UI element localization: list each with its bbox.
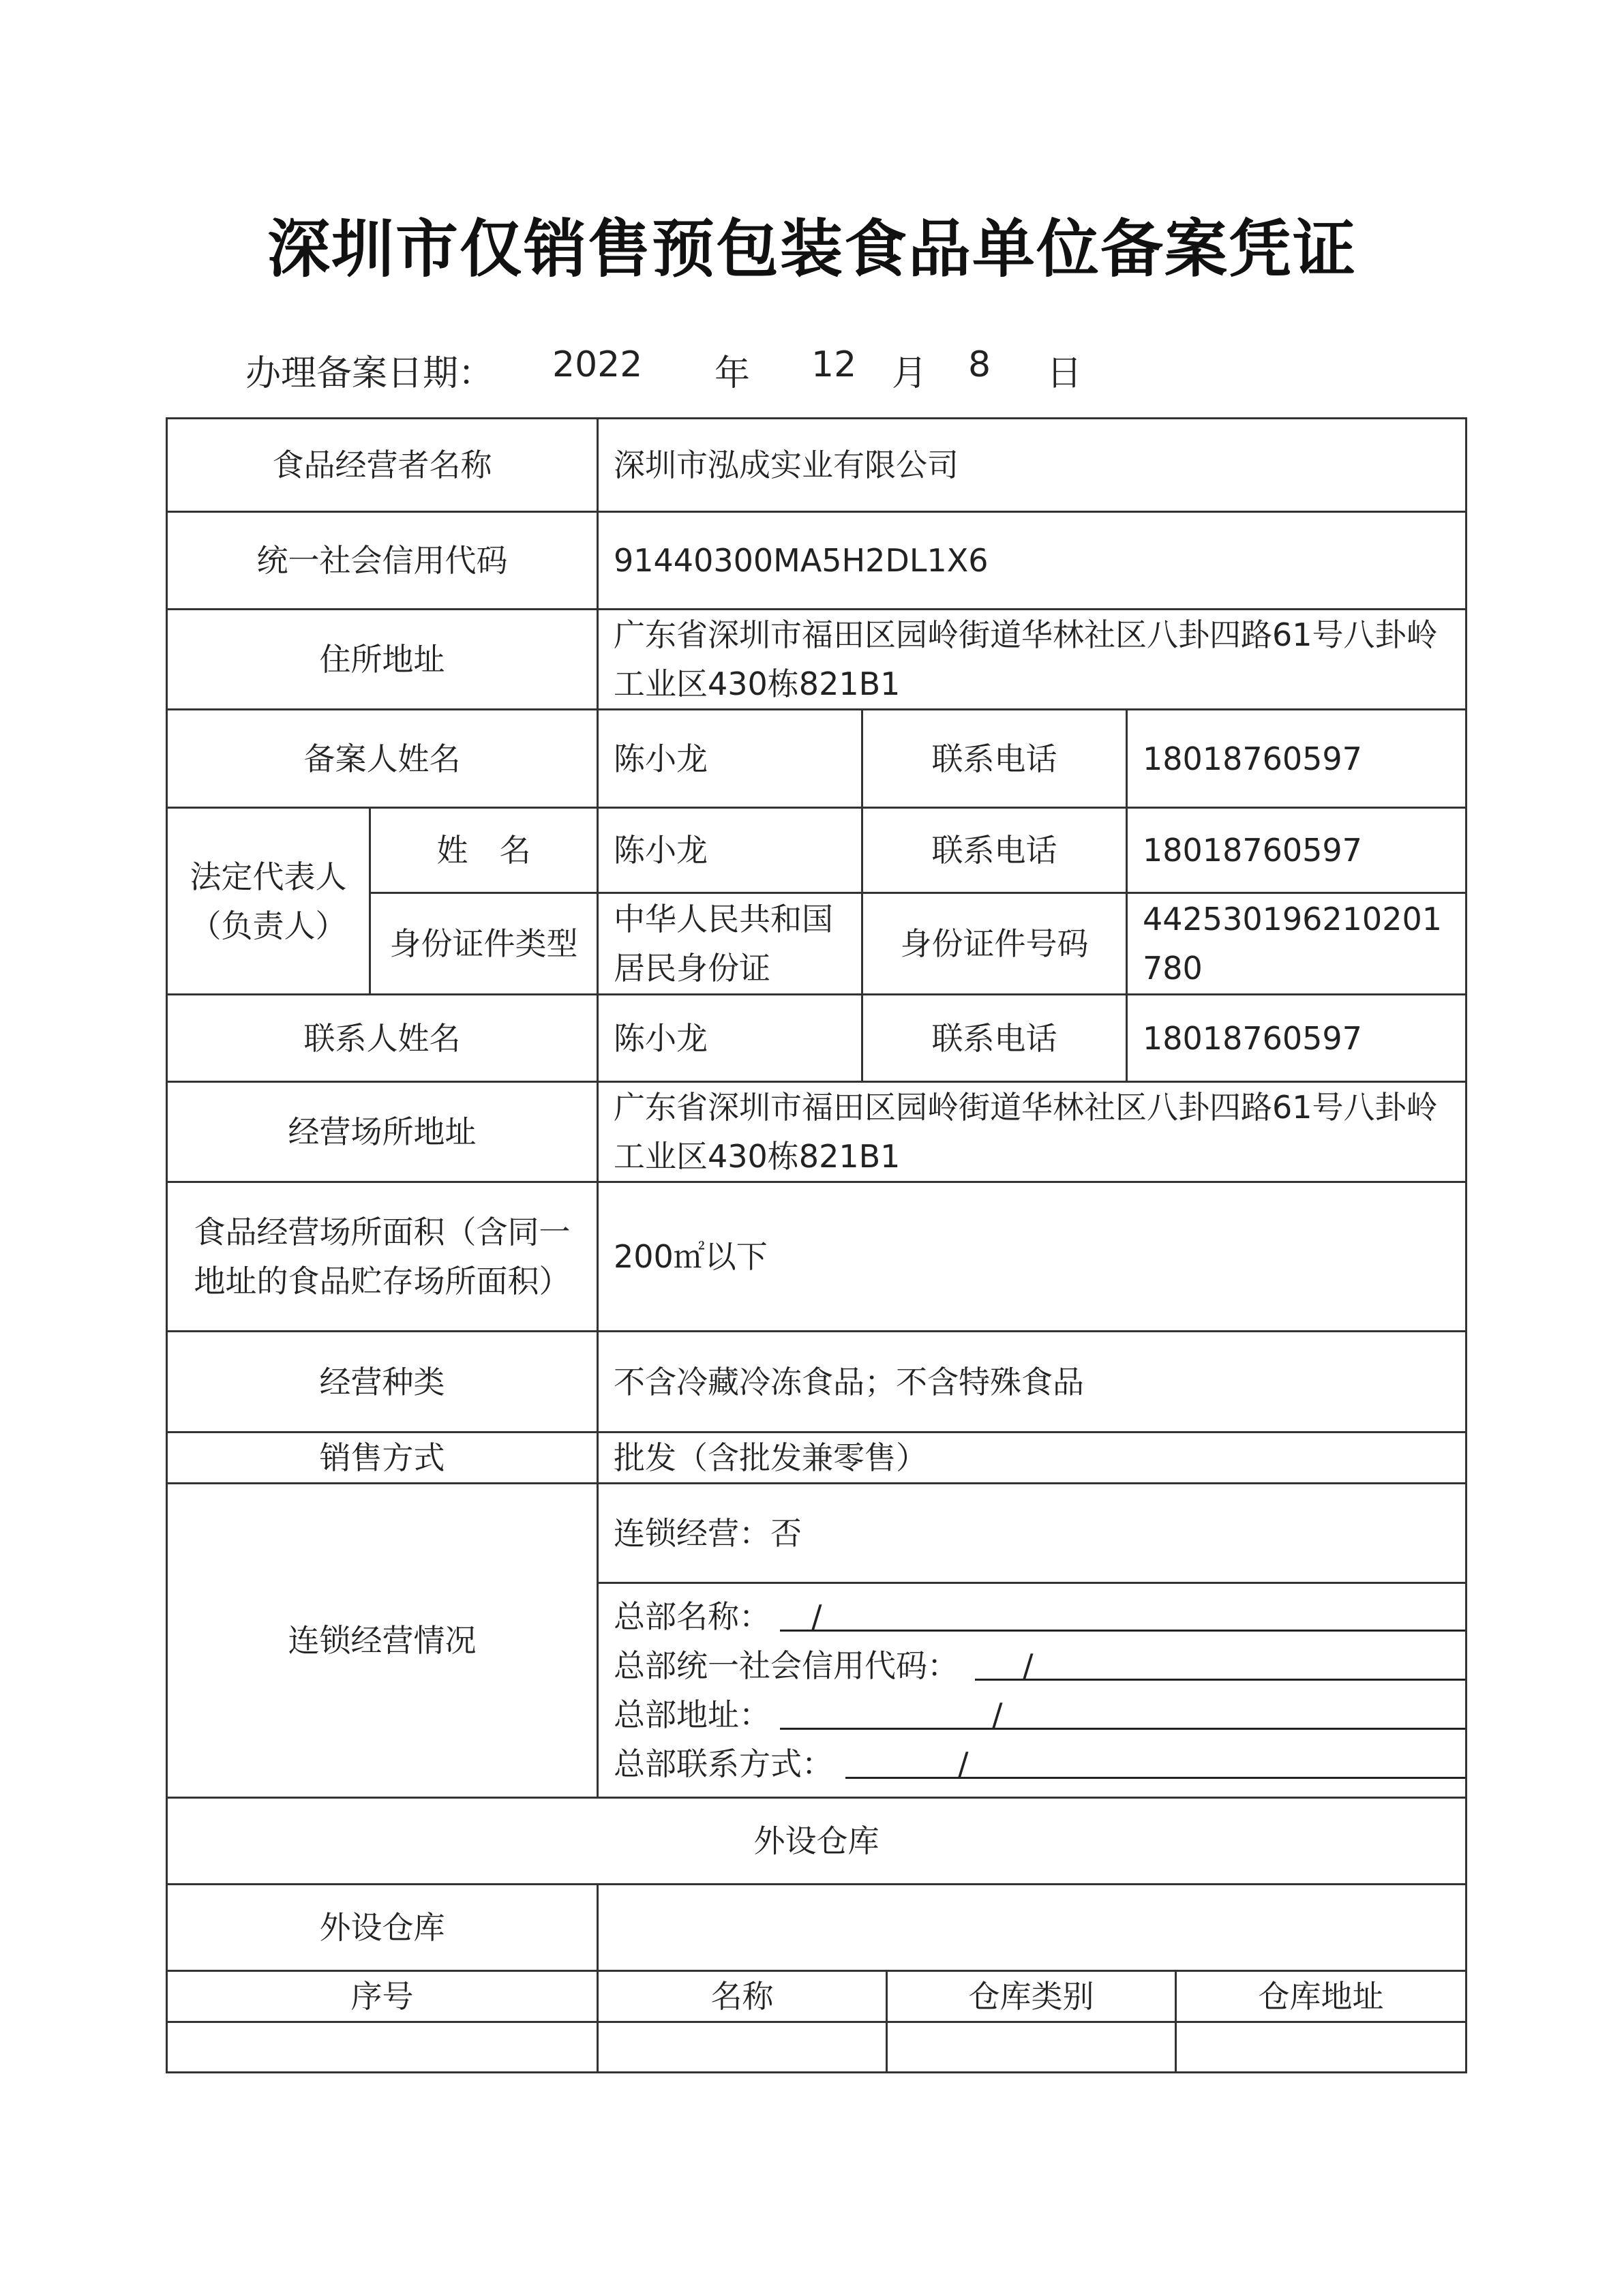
legal-rep-name: 陈小龙 bbox=[598, 808, 862, 893]
warehouse-label: 外设仓库 bbox=[167, 1885, 598, 1971]
row-address bbox=[167, 610, 1467, 710]
row-legal-rep-name bbox=[167, 808, 1467, 893]
date-month: 12 bbox=[811, 344, 857, 385]
contact-phone: 18018760597 bbox=[1127, 995, 1467, 1082]
area-value: 200㎡以下 bbox=[598, 1182, 1467, 1332]
hq-code-line bbox=[614, 1641, 1450, 1690]
chain-label: 连锁经营情况 bbox=[167, 1484, 598, 1798]
date-day: 8 bbox=[968, 344, 991, 385]
credit-code-value: 91440300MA5H2DL1X6 bbox=[598, 512, 1467, 610]
row-chain-status bbox=[167, 1484, 1467, 1583]
row-premises-address bbox=[167, 1082, 1467, 1182]
hq-code-underline bbox=[975, 1679, 1467, 1681]
hq-address-line bbox=[614, 1690, 1450, 1739]
id-number-label: 身份证件号码 bbox=[862, 893, 1127, 995]
row-sales-mode bbox=[167, 1432, 1467, 1484]
header-index: 序号 bbox=[167, 1971, 598, 2022]
contact-phone-label: 联系电话 bbox=[862, 995, 1127, 1082]
header-name: 名称 bbox=[598, 1971, 887, 2022]
id-type-label: 身份证件类型 bbox=[370, 893, 598, 995]
row-operator-name bbox=[167, 419, 1467, 512]
hq-address-value: / bbox=[992, 1696, 1003, 1733]
hq-contact-value: / bbox=[958, 1745, 969, 1782]
warehouse-section-title: 外设仓库 bbox=[167, 1798, 1467, 1885]
area-label: 食品经营场所面积（含同一地址的食品贮存场所面积） bbox=[167, 1182, 598, 1332]
header-address: 仓库地址 bbox=[1176, 1971, 1467, 2022]
contact-name: 陈小龙 bbox=[598, 995, 862, 1082]
hq-contact-label: 总部联系方式： bbox=[614, 1745, 833, 1782]
address-label: 住所地址 bbox=[167, 610, 598, 710]
premises-address-value: 广东省深圳市福田区园岭街道华林社区八卦四路61号八卦岭工业区430栋821B1 bbox=[598, 1082, 1467, 1182]
hq-name-line bbox=[614, 1592, 1450, 1641]
hq-code-label: 总部统一社会信用代码： bbox=[614, 1647, 959, 1684]
hq-address-underline bbox=[780, 1728, 1467, 1730]
warehouse-cell-name bbox=[598, 2022, 887, 2073]
date-year-unit: 年 bbox=[715, 353, 751, 394]
credit-code-label: 统一社会信用代码 bbox=[167, 512, 598, 610]
category-label: 经营种类 bbox=[167, 1332, 598, 1432]
filing-table bbox=[166, 417, 1467, 2073]
date-month-unit: 月 bbox=[892, 353, 928, 394]
hq-contact-underline bbox=[845, 1777, 1467, 1779]
warehouse-cell-address bbox=[1176, 2022, 1467, 2073]
warehouse-table-row bbox=[167, 2022, 1467, 2073]
legal-rep-phone-label: 联系电话 bbox=[862, 808, 1127, 893]
filer-phone: 18018760597 bbox=[1127, 710, 1467, 808]
category-value: 不含冷藏冷冻食品；不含特殊食品 bbox=[598, 1332, 1467, 1432]
date-year: 2022 bbox=[552, 344, 643, 385]
contact-label: 联系人姓名 bbox=[167, 995, 598, 1082]
date-day-unit: 日 bbox=[1047, 353, 1083, 394]
chain-status: 连锁经营：否 bbox=[598, 1484, 1467, 1583]
legal-rep-label: 法定代表人（负责人） bbox=[167, 808, 370, 995]
legal-rep-phone: 18018760597 bbox=[1127, 808, 1467, 893]
warehouse-table-header bbox=[167, 1971, 1467, 2022]
operator-name-value: 深圳市泓成实业有限公司 bbox=[598, 419, 1467, 512]
row-credit-code bbox=[167, 512, 1467, 610]
hq-address-label: 总部地址： bbox=[614, 1696, 770, 1733]
hq-code-value: / bbox=[1023, 1647, 1034, 1684]
filer-name: 陈小龙 bbox=[598, 710, 862, 808]
id-type-value: 中华人民共和国居民身份证 bbox=[598, 893, 862, 995]
hq-name-value: / bbox=[811, 1598, 822, 1635]
warehouse-cell-type bbox=[887, 2022, 1176, 2073]
row-warehouse-section bbox=[167, 1798, 1467, 1885]
header-type: 仓库类别 bbox=[887, 1971, 1176, 2022]
row-category bbox=[167, 1332, 1467, 1432]
warehouse-cell-index bbox=[167, 2022, 598, 2073]
warehouse-value bbox=[598, 1885, 1467, 1971]
sales-mode-value: 批发（含批发兼零售） bbox=[598, 1432, 1467, 1484]
page-title: 深圳市仅销售预包装食品单位备案凭证 bbox=[267, 213, 1357, 286]
address-value: 广东省深圳市福田区园岭街道华林社区八卦四路61号八卦岭工业区430栋821B1 bbox=[598, 610, 1467, 710]
filer-phone-label: 联系电话 bbox=[862, 710, 1127, 808]
chain-hq-details bbox=[598, 1583, 1467, 1798]
row-warehouse bbox=[167, 1885, 1467, 1971]
date-label: 办理备案日期： bbox=[245, 353, 494, 394]
row-contact bbox=[167, 995, 1467, 1082]
hq-name-underline bbox=[780, 1630, 1467, 1632]
sales-mode-label: 销售方式 bbox=[167, 1432, 598, 1484]
row-area bbox=[167, 1182, 1467, 1332]
hq-name-label: 总部名称： bbox=[614, 1598, 770, 1635]
operator-name-label: 食品经营者名称 bbox=[167, 419, 598, 512]
premises-address-label: 经营场所地址 bbox=[167, 1082, 598, 1182]
id-number-value: 442530196210201780 bbox=[1127, 893, 1467, 995]
filer-label: 备案人姓名 bbox=[167, 710, 598, 808]
row-filer bbox=[167, 710, 1467, 808]
legal-rep-name-label: 姓 名 bbox=[370, 808, 598, 893]
hq-contact-line bbox=[614, 1739, 1450, 1788]
